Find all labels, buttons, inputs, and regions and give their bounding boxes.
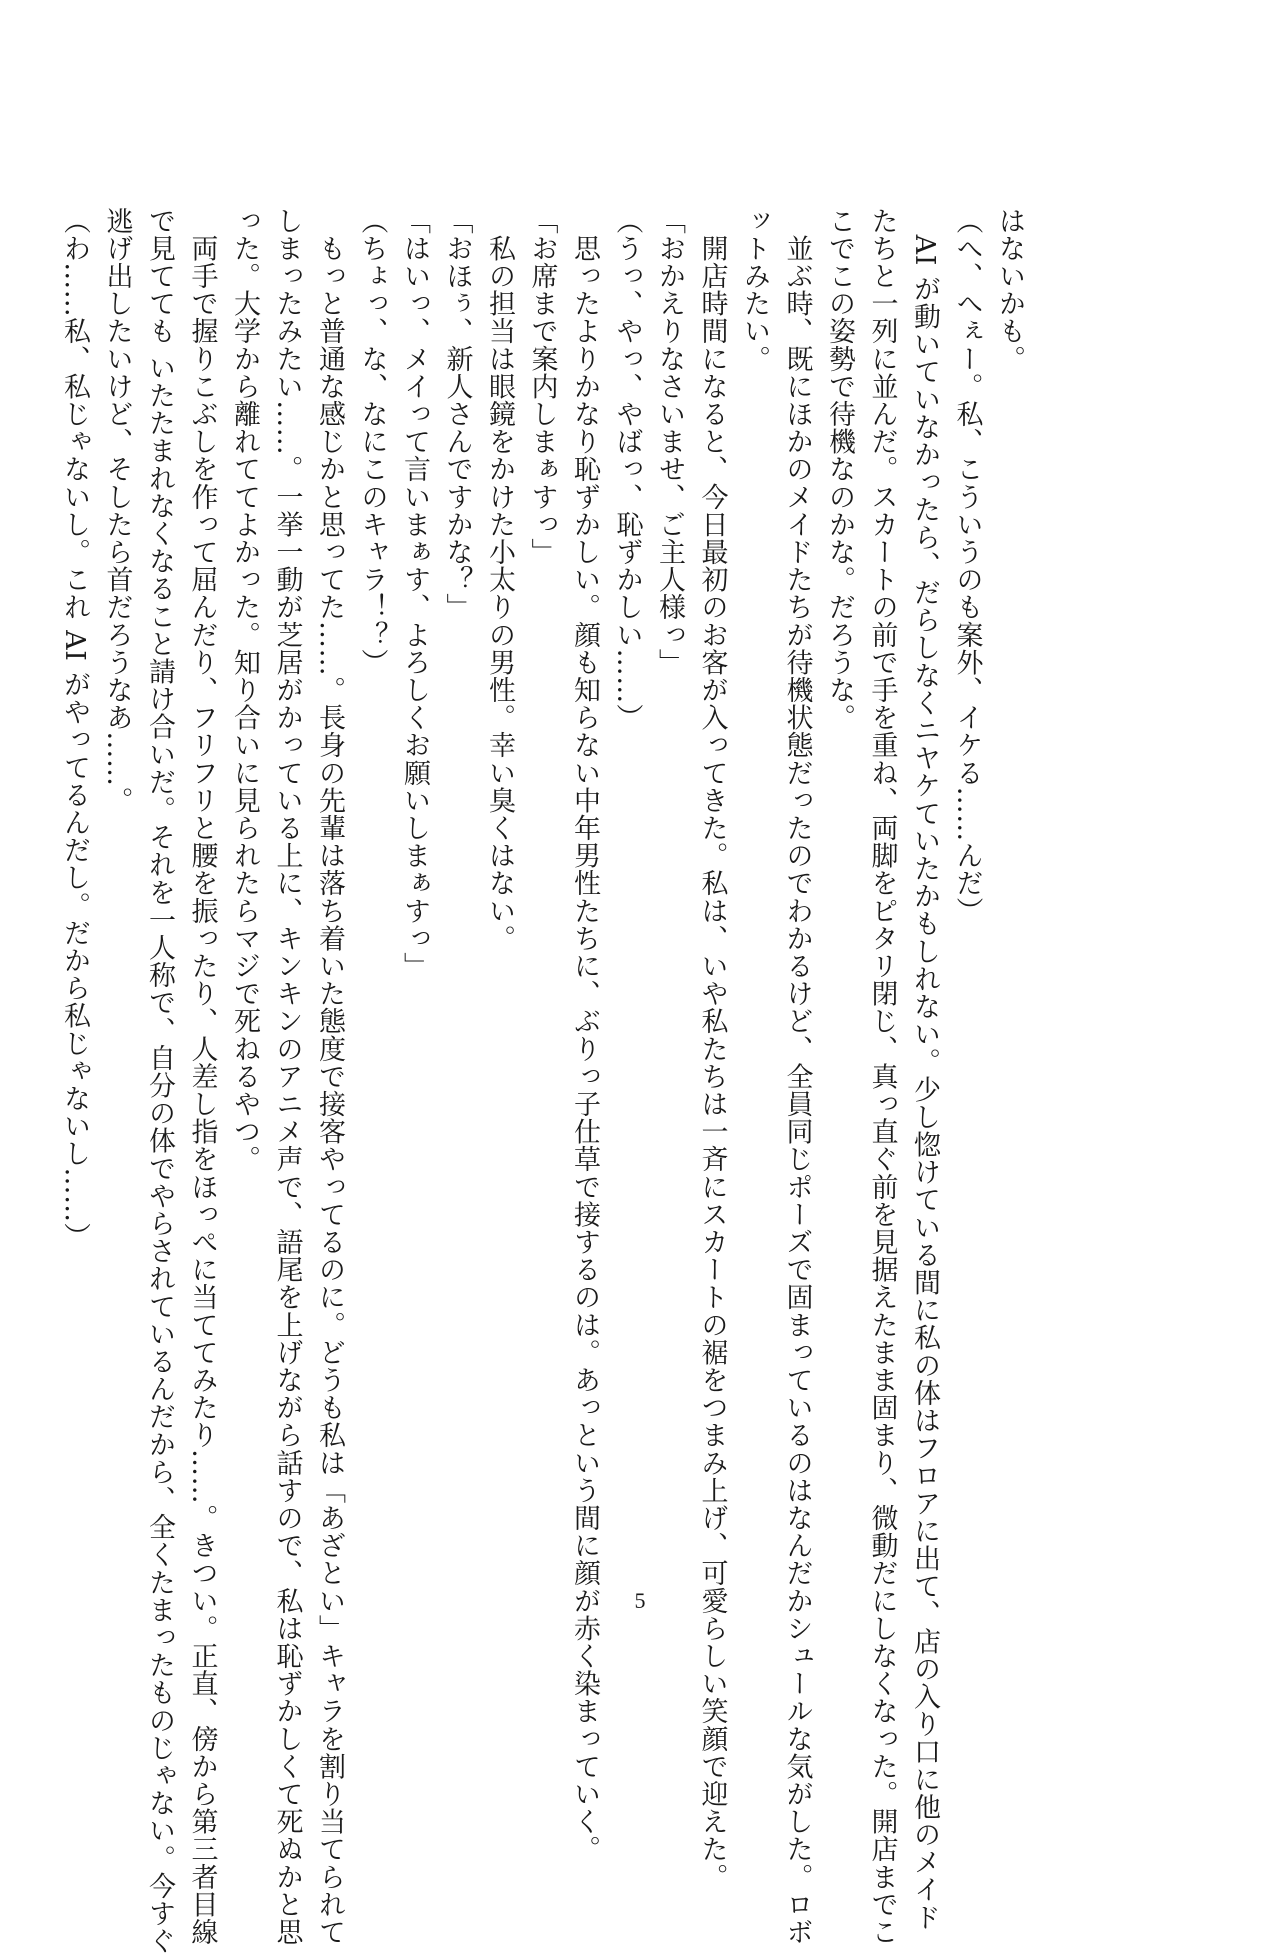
text-line: （うっ、やっ、やばっ、恥ずかしい……） (611, 207, 643, 732)
text-line: ットみたい。 (739, 207, 770, 373)
text-line: もっと普通な感じかと思ってた……。長身の先輩は落ち着いた態度で接客やってるのに。どうも私は「あざとい」キャラを割り当てられて (314, 207, 345, 1946)
text-line: 「おかえりなさいませ、ご主人様っ」 (654, 207, 685, 677)
text-line: 並ぶ時、既にほかのメイドたちが待機状態だったのでわかるけど、全員同じポーズで固まっているのはなんだかシュールな気がした。ロボ (781, 207, 813, 1946)
text-line: った。大学から離れててよかった。知り合いに見られたらマジで死ねるやつ。 (229, 207, 260, 1173)
text-line: 「お席まで案内しまぁすっ」 (526, 207, 558, 566)
text-line: 逃げ出したいけど、そしたら首だろうなあ……。 (101, 207, 133, 815)
text-line: AI が動いていなかったら、だらしなくニヤケていたかもしれない。少し惚けている間に私の体はフロアに出て、店の入り口に他のメイド (909, 207, 940, 1932)
text-line: 「おほぅ、新人さんですかな？」 (441, 207, 473, 621)
text-line: 両手で握りこぶしを作って屈んだり、フリフリと腰を振ったり、人差し指をほっぺに当ててみたり……。きつい。正直、傍から第三者目線 (186, 207, 218, 1946)
page-number: 5 (634, 1588, 646, 1613)
text-line: で見てても いたたまれなくなること請け合いだ。それを一人称で、自分の体でやらされているんだから、全くたまったものじゃない。今すぐ (144, 207, 175, 1955)
text-line: （へ、へぇー。私、こういうのも案外、イケる……んだ） (951, 207, 983, 925)
text-line: 思ったよりかなり恥ずかしい。顔も知らない中年男性たちに、ぶりっ子仕草で接するのは。あっという間に顔が赤く染まっていく。 (569, 207, 600, 1863)
text-line: 「はいっ、メイって言いまぁす、よろしくお願いしまぁすっ」 (399, 207, 430, 980)
text-line: こでこの姿勢で待機なのかな。だろうな。 (824, 207, 855, 732)
text-line: 開店時間になると、今日最初のお客が入ってきた。私は、いや私たちは一斉にスカートの裾をつまみ上げ、可愛らしい笑顔で迎えた。 (696, 207, 728, 1891)
text-line: （わ……私、私じゃないし。これ AI がやってるんだし。だから私じゃないし……） (59, 207, 90, 1251)
text-line: たちと一列に並んだ。スカートの前で手を重ね、両脚をピタリ閉じ、真っ直ぐ前を見据えたまま固まり、微動だにしなくなった。開店までこ (866, 207, 898, 1946)
text-line: しまったみたい……。一挙一動が芝居がかっている上に、キンキンのアニメ声で、語尾を上げながら話すので、私は恥ずかしくて死ぬかと思 (271, 207, 303, 1946)
body-text (53, 207, 1031, 1955)
text-line: （ちょっ、な、なにこのキャラ！？） (356, 207, 388, 677)
text-line: 私の担当は眼鏡をかけた小太りの男性。幸い臭くはない。 (484, 207, 515, 953)
text-line: はないかも。 (994, 207, 1025, 373)
